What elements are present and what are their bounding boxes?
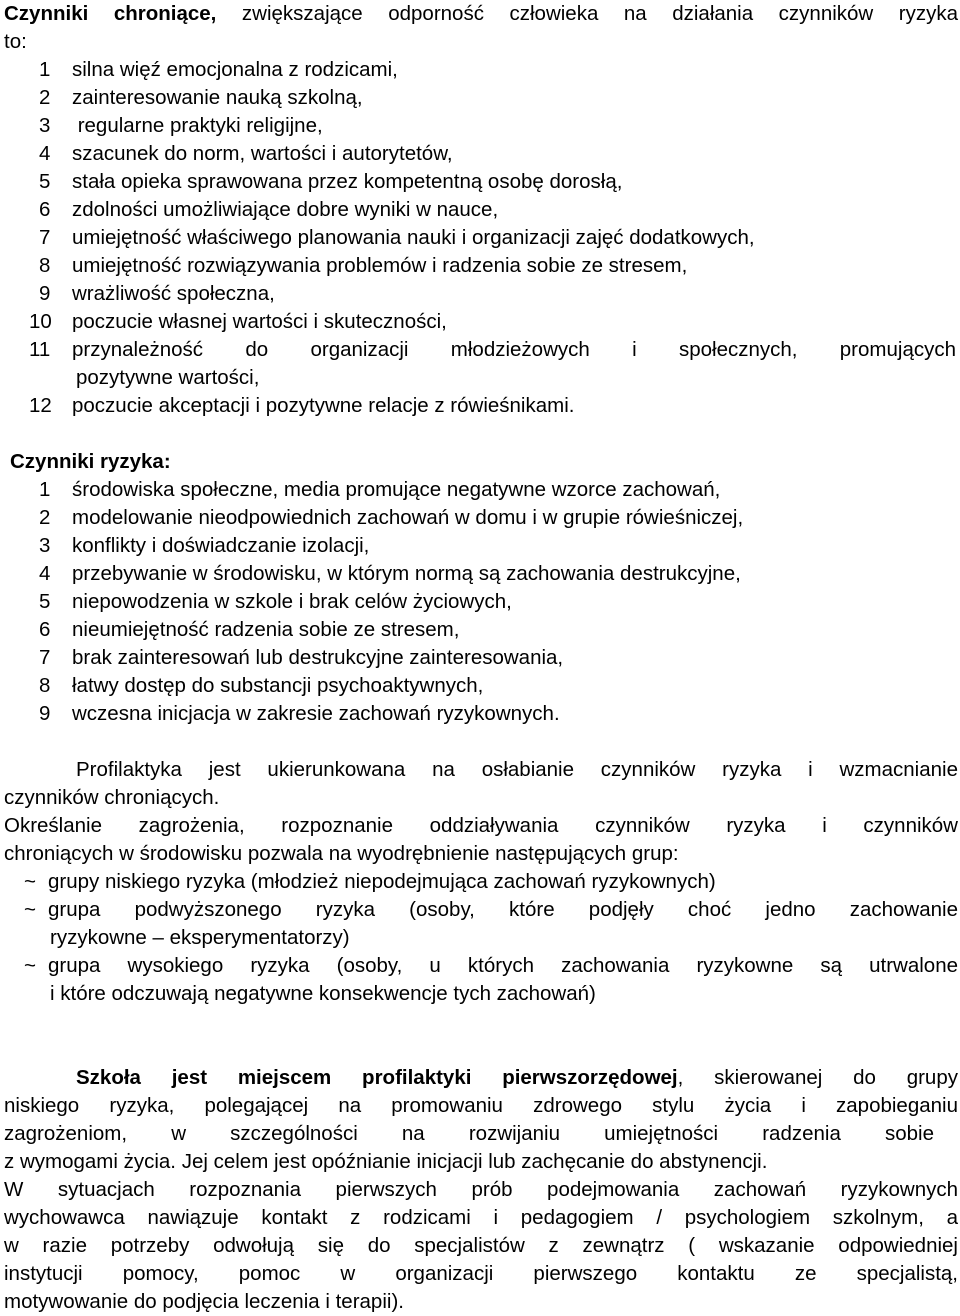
list-item <box>4 672 958 700</box>
list-item-text: nieumiejętność radzenia sobie ze stresem, <box>72 618 460 641</box>
list-item-text: modelowanie nieodpowiednich zachowań w domu i w grupie rówieśniczej, <box>72 506 744 529</box>
risk-factors-section <box>4 448 958 728</box>
list-item-text: stała opieka sprawowana przez kompetentną osobę dorosłą, <box>72 170 623 193</box>
list-item-number: 10 <box>29 310 52 333</box>
school-line1 <box>4 1064 958 1092</box>
prevention-p1-line2: czynników chroniących. <box>4 786 220 809</box>
list-item-text: regularne praktyki religijne, <box>72 114 323 137</box>
list-item-number: 2 <box>39 86 51 109</box>
list-item-text: poczucie akceptacji i pozytywne relacje z rówieśnikami. <box>72 394 575 417</box>
school-line2: niskiego ryzyka, polegającej na promowaniu zdrowego stylu życia i zapobieganiu <box>4 1094 958 1117</box>
tilde-marker: ~ <box>24 870 36 893</box>
list-item <box>4 84 958 112</box>
list-item-text: zdolności umożliwiające dobre wyniki w nauce, <box>72 198 499 221</box>
group-item-continuation: ryzykowne – eksperymentatorzy) <box>50 926 350 949</box>
school-line1-rest: , skierowanej do grupy <box>677 1066 958 1089</box>
list-item-text: zainteresowanie nauką szkolną, <box>72 86 363 109</box>
list-item-number: 9 <box>39 702 51 725</box>
list-item <box>4 280 958 308</box>
tilde-marker: ~ <box>24 954 36 977</box>
list-item <box>4 532 958 560</box>
prevention-section <box>4 756 958 1008</box>
group-item-text: grupa wysokiego ryzyka (osoby, u których zachowania ryzykowne są utrwalone <box>48 954 958 977</box>
list-item-text: przebywanie w środowisku, w którym normą są zachowania destrukcyjne, <box>72 562 741 585</box>
list-item-number: 3 <box>39 114 51 137</box>
list-item-number: 5 <box>39 590 51 613</box>
protective-heading-rest: zwiększające odporność człowieka na działania czynników ryzyka <box>216 2 959 25</box>
list-item <box>4 616 958 644</box>
list-item-continuation: pozytywne wartości, <box>76 366 260 389</box>
list-item-number: 11 <box>29 338 51 361</box>
risk-heading <box>4 448 958 476</box>
list-item <box>4 392 958 420</box>
list-item <box>4 700 958 728</box>
protective-heading-cont: to: <box>4 30 27 53</box>
school-section <box>4 1064 958 1316</box>
list-item <box>4 112 958 140</box>
list-item <box>4 196 958 224</box>
list-item <box>4 224 958 252</box>
protective-heading <box>4 0 958 28</box>
list-item-text: umiejętność właściwego planowania nauki i organizacji zajęć dodatkowych, <box>72 226 755 249</box>
list-item <box>4 644 958 672</box>
list-item-text: szacunek do norm, wartości i autorytetów, <box>72 142 453 165</box>
group-item-continuation: i które odczuwają negatywne konsekwencje tych zachowań) <box>50 982 596 1005</box>
list-item <box>4 336 958 364</box>
list-item-text: brak zainteresowań lub destrukcyjne zainteresowania, <box>72 646 564 669</box>
protective-list <box>4 56 958 420</box>
list-item-number: 4 <box>39 562 51 585</box>
group-item <box>4 952 958 980</box>
list-item-text: łatwy dostęp do substancji psychoaktywnych, <box>72 674 484 697</box>
list-item-number: 7 <box>39 646 51 669</box>
prevention-p1-line1: Profilaktyka jest ukierunkowana na osłabianie czynników ryzyka i wzmacnianie <box>76 758 958 781</box>
list-item-text: środowiska społeczne, media promujące negatywne wzorce zachowań, <box>72 478 721 501</box>
list-item-text: wczesna inicjacja w zakresie zachowań ryzykownych. <box>72 702 560 725</box>
list-item-number: 5 <box>39 170 51 193</box>
list-item-text: poczucie własnej wartości i skuteczności, <box>72 310 447 333</box>
list-item <box>4 56 958 84</box>
list-item-number: 3 <box>39 534 51 557</box>
list-item-number: 8 <box>39 674 51 697</box>
list-item-number: 6 <box>39 618 51 641</box>
school-line3: zagrożeniom, w szczególności na rozwijaniu umiejętności radzenia sobie <box>4 1122 934 1145</box>
list-item-text: wrażliwość społeczna, <box>72 282 275 305</box>
list-item <box>4 504 958 532</box>
school-bold: Szkoła jest miejscem profilaktyki pierwszorzędowej <box>76 1066 678 1089</box>
list-item-number: 2 <box>39 506 51 529</box>
list-item-number: 1 <box>39 478 51 501</box>
protective-factors-section <box>4 0 958 420</box>
list-item <box>4 476 958 504</box>
group-item-text: grupa podwyższonego ryzyka (osoby, które podjęły choć jedno zachowanie <box>48 898 958 921</box>
list-item <box>4 140 958 168</box>
list-item-text: umiejętność rozwiązywania problemów i radzenia sobie ze stresem, <box>72 254 688 277</box>
list-item-number: 8 <box>39 254 51 277</box>
list-item-number: 1 <box>39 58 51 81</box>
list-item-number: 6 <box>39 198 51 221</box>
list-item-number: 4 <box>39 142 51 165</box>
tilde-marker: ~ <box>24 898 36 921</box>
groups-list <box>4 868 958 1008</box>
list-item <box>4 252 958 280</box>
school-line8: instytucji pomocy, pomoc w organizacji pierwszego kontaktu ze specjalistą, <box>4 1262 958 1285</box>
list-item-number: 7 <box>39 226 51 249</box>
list-item <box>4 308 958 336</box>
list-item-text: przynależność do organizacji młodzieżowych i społecznych, promujących <box>72 338 956 361</box>
list-item <box>4 168 958 196</box>
prevention-p2-line1: Określanie zagrożenia, rozpoznanie oddziaływania czynników ryzyka i czynników <box>4 814 958 837</box>
group-item-text: grupy niskiego ryzyka (młodzież niepodejmująca zachowań ryzykownych) <box>48 870 716 893</box>
risk-heading-text: Czynniki ryzyka: <box>10 450 171 473</box>
school-line4: z wymogami życia. Jej celem jest opóźnianie inicjacji lub zachęcanie do abstynencji. <box>4 1150 768 1173</box>
list-item-number: 9 <box>39 282 51 305</box>
list-item-text: konflikty i doświadczanie izolacji, <box>72 534 370 557</box>
list-item-text: niepowodzenia w szkole i brak celów życiowych, <box>72 590 512 613</box>
list-item <box>4 560 958 588</box>
group-item <box>4 896 958 924</box>
school-line9: motywowanie do podjęcia leczenia i terapii). <box>4 1290 404 1313</box>
prevention-p2-line2: chroniących w środowisku pozwala na wyodrębnienie następujących grup: <box>4 842 679 865</box>
school-line6: wychowawca nawiązuje kontakt z rodzicami i pedagogiem / psychologiem szkolnym, a <box>4 1206 958 1229</box>
list-item-number: 12 <box>29 394 52 417</box>
list-item <box>4 588 958 616</box>
school-line7: w razie potrzeby odwołują się do specjalistów z zewnątrz ( wskazanie odpowiedniej <box>4 1234 958 1257</box>
protective-heading-bold: Czynniki chroniące, <box>4 2 217 25</box>
group-item <box>4 868 958 896</box>
school-line5: W sytuacjach rozpoznania pierwszych prób podejmowania zachowań ryzykownych <box>4 1178 958 1201</box>
list-item-text: silna więź emocjonalna z rodzicami, <box>72 58 398 81</box>
risk-list <box>4 476 958 728</box>
